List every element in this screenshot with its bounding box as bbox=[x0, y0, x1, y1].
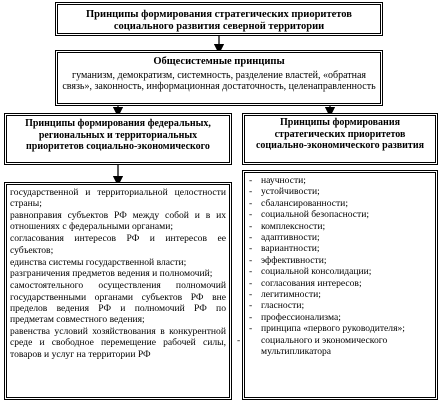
bullet-dash: - bbox=[249, 300, 253, 312]
list-item: - легитимности; bbox=[249, 289, 321, 301]
bullet-dash: - bbox=[249, 289, 253, 301]
title-line-2: социального развития северной территории bbox=[113, 21, 325, 32]
title-line-1: Принципы формирования стратегических приоритетов bbox=[86, 9, 352, 20]
strategic-principles-heading-box bbox=[242, 113, 438, 165]
bullet-dash: - bbox=[249, 243, 253, 255]
bullet-dash: - bbox=[249, 311, 253, 323]
list-item: - профессионализма; bbox=[249, 311, 341, 323]
list-item: - гласности; bbox=[249, 300, 305, 312]
bullet-dash: - bbox=[249, 186, 253, 198]
list-item: согласования интересов РФ и интересов ее субъектов; bbox=[10, 233, 226, 256]
bullet-dash: - bbox=[249, 323, 253, 335]
list-item: - согласования интересов; bbox=[249, 277, 362, 289]
list-item: - вариантности; bbox=[249, 243, 320, 255]
strategic-principles-list bbox=[237, 175, 432, 358]
list-item: - социального и экономического мультипликатора bbox=[237, 334, 388, 358]
bullet-dash: - bbox=[249, 220, 253, 232]
general-principles-heading: Общесистемные принципы bbox=[153, 56, 285, 67]
federal-heading-line-3: приоритетов социально-экономического bbox=[26, 141, 210, 152]
bullet-dash: - bbox=[249, 232, 253, 244]
title-box bbox=[55, 2, 383, 36]
bullet-dash: - bbox=[249, 175, 253, 186]
bullet-dash: - bbox=[249, 197, 253, 209]
federal-principles-list bbox=[10, 187, 226, 360]
list-item: государственной и территориальной целостности страны; bbox=[10, 187, 226, 210]
list-item: - социальной консолидации; bbox=[249, 266, 372, 278]
list-item: самостоятельного осуществления полномочий государственными органами субъектов РФ вне пределов ведения РФ и полномочий РФ по предметам совместного ведения; bbox=[10, 280, 226, 326]
federal-principles-heading-box bbox=[4, 113, 232, 165]
federal-heading-line-1: Принципы формирования федеральных, bbox=[25, 118, 211, 129]
general-principles-line-2: связь», законность, информационная достаточность, целенаправленность bbox=[62, 81, 376, 92]
list-item: - комплексности; bbox=[249, 220, 326, 232]
bullet-dash: - bbox=[249, 266, 253, 278]
list-item: - адаптивности; bbox=[249, 232, 320, 244]
list-item: - эффективности; bbox=[249, 254, 327, 266]
list-item: разграничения предметов ведения и полномочий; bbox=[10, 268, 213, 280]
list-item: - социальной безопасности; bbox=[249, 209, 370, 221]
general-principles-line-1: гуманизм, демократизм, системность, разделение властей, «обратная bbox=[71, 69, 367, 81]
strategic-heading-line-2: стратегических приоритетов bbox=[274, 128, 406, 140]
bullet-dash: - bbox=[237, 334, 241, 346]
list-item: - научности; bbox=[249, 175, 306, 186]
federal-principles-list-box bbox=[4, 182, 232, 400]
strategic-heading-line-3: социально-экономического развития bbox=[255, 140, 425, 151]
list-item: - принципа «первого руководителя»; bbox=[249, 323, 405, 335]
list-item: - устойчивости; bbox=[249, 186, 320, 198]
list-item: единства системы государственной власти; bbox=[10, 256, 187, 268]
list-item: равноправия субъектов РФ между собой и в их отношениях с федеральными органами; bbox=[10, 210, 226, 233]
list-item: - сбалансированности; bbox=[249, 197, 348, 209]
federal-heading-line-2: региональных и территориальных bbox=[38, 129, 198, 141]
bullet-dash: - bbox=[249, 277, 253, 289]
general-principles-box bbox=[55, 50, 383, 106]
strategic-heading-line-1: Принципы формирования bbox=[279, 117, 400, 128]
bullet-dash: - bbox=[249, 209, 253, 221]
strategic-principles-list-box bbox=[237, 170, 438, 400]
list-item: равенства условий хозяйствования в конкурентной среде и свободное перемещение рабочей силы, товаров и услуг на территории РФ bbox=[10, 326, 226, 360]
bullet-dash: - bbox=[249, 254, 253, 266]
